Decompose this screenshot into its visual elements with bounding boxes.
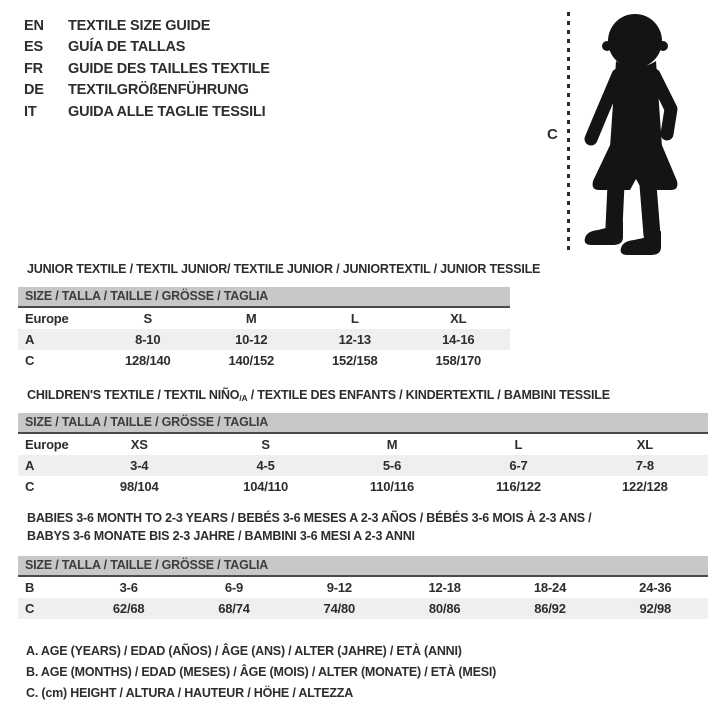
cell-value: 128/140 [124,353,171,368]
cell-value: 3-4 [130,458,149,473]
cell-value: 5-6 [382,458,402,473]
row-label: Europe [25,437,69,452]
table-row-age [18,329,510,350]
language-title: TEXTILE SIZE GUIDE [68,17,211,34]
cell-value: 104/110 [243,479,289,494]
child-silhouette-icon [578,5,706,257]
language-row [24,80,270,102]
cell-value: 86/92 [534,601,566,616]
row-label: C [25,479,35,494]
size-table-header: SIZE / TALLA / TAILLE / GRÖSSE / TAGLIA [18,287,510,308]
height-measure-line [567,12,570,252]
cell-value: 122/128 [622,479,668,494]
cell-value: 9-12 [326,580,352,595]
language-list [24,15,270,123]
table-row-height [18,598,708,619]
cell-value: 8-10 [135,332,161,347]
cell-value: XL [636,437,653,452]
cell-value: 18-24 [533,580,567,595]
cell-value: 12-18 [428,580,461,595]
table-row-europe [18,308,510,329]
language-code: FR [24,60,43,77]
language-title: GUIDE DES TAILLES TEXTILE [68,60,270,77]
language-code: EN [24,17,44,34]
section-title-children [27,386,610,407]
cell-value: 62/68 [112,601,145,616]
cell-value: 24-36 [639,580,672,595]
cell-value: 74/80 [323,601,356,616]
language-row [24,37,270,59]
cell-value: S [143,311,152,326]
cell-value: 92/98 [639,601,672,616]
cell-value: S [261,437,270,452]
cell-value: L [350,311,359,326]
cell-value: 116/122 [495,479,541,494]
row-label: C [25,601,35,616]
cell-value: 140/152 [228,353,275,368]
cell-value: 3-6 [119,580,138,595]
table-row-age [18,455,708,476]
cell-value: XL [450,311,467,326]
row-label: A [25,332,35,347]
size-table-junior [18,287,510,371]
cell-value: 4-5 [256,458,275,473]
table-row-months [18,577,708,598]
language-code: ES [24,39,43,56]
cell-value: 12-13 [338,332,371,347]
row-label: B [25,580,35,595]
size-table-header: SIZE / TALLA / TAILLE / GRÖSSE / TAGLIA [18,413,708,434]
title-text: / TEXTILE DES ENFANTS / KINDERTEXTIL / BAMBINI TESSILE [247,388,610,402]
cell-value: XS [130,437,148,452]
title-subscript: /A [239,393,248,403]
cell-value: L [514,437,523,452]
cell-value: 7-8 [635,458,654,473]
cell-value: 158/170 [435,353,482,368]
cell-value: 68/74 [218,601,250,616]
cell-value: 80/86 [428,601,461,616]
cell-value: 6-7 [509,458,528,473]
cell-value: 10-12 [235,332,268,347]
height-label-c: C [547,126,558,143]
title-line-1: BABIES 3-6 MONTH TO 2-3 YEARS / BEBÉS 3-6 MESES A 2-3 AÑOS / BÉBÉS 3-6 MOIS À 2-3 ANS / [27,511,592,525]
cell-value: 98/104 [119,479,159,494]
language-title: GUIDA ALLE TAGLIE TESSILI [68,103,266,120]
language-title: GUÍA DE TALLAS [68,39,186,56]
table-row-height [18,350,510,371]
cell-value: M [386,437,398,452]
row-label: C [25,353,35,368]
footnote-c: C. (cm) HEIGHT / ALTURA / HAUTEUR / HÖHE / ALTEZZA [26,686,354,700]
title-text: CHILDREN'S TEXTILE / TEXTIL NIÑO [27,388,240,402]
section-title-babies [27,509,591,545]
language-row [24,101,270,123]
row-label: A [25,458,35,473]
title-line-2: BABYS 3-6 MONATE BIS 2-3 JAHRE / BAMBINI 3-6 MESI A 2-3 ANNI [27,529,415,543]
cell-value: 14-16 [442,332,475,347]
language-code: IT [24,103,37,120]
table-row-height [18,476,708,497]
language-code: DE [24,82,44,99]
language-row [24,58,270,80]
footnotes [26,641,496,704]
size-table-babies [18,556,708,619]
table-row-europe [18,434,708,455]
cell-value: 110/116 [369,479,415,494]
size-table-header: SIZE / TALLA / TAILLE / GRÖSSE / TAGLIA [18,556,708,577]
cell-value: M [245,311,257,326]
row-label: Europe [25,311,69,326]
cell-value: 6-9 [224,580,244,595]
language-title: TEXTILGRÖßENFÜHRUNG [68,82,249,99]
footnote-a: A. AGE (YEARS) / EDAD (AÑOS) / ÂGE (ANS) / ALTER (JAHRE) / ETÀ (ANNI) [26,644,462,658]
section-title-junior: JUNIOR TEXTILE / TEXTIL JUNIOR/ TEXTILE JUNIOR / JUNIORTEXTIL / JUNIOR TESSILE [27,262,541,276]
cell-value: 152/158 [331,353,378,368]
footnote-b: B. AGE (MONTHS) / EDAD (MESES) / ÂGE (MOIS) / ALTER (MONATE) / ETÀ (MESI) [26,665,497,679]
language-row [24,15,270,37]
size-table-children [18,413,708,497]
